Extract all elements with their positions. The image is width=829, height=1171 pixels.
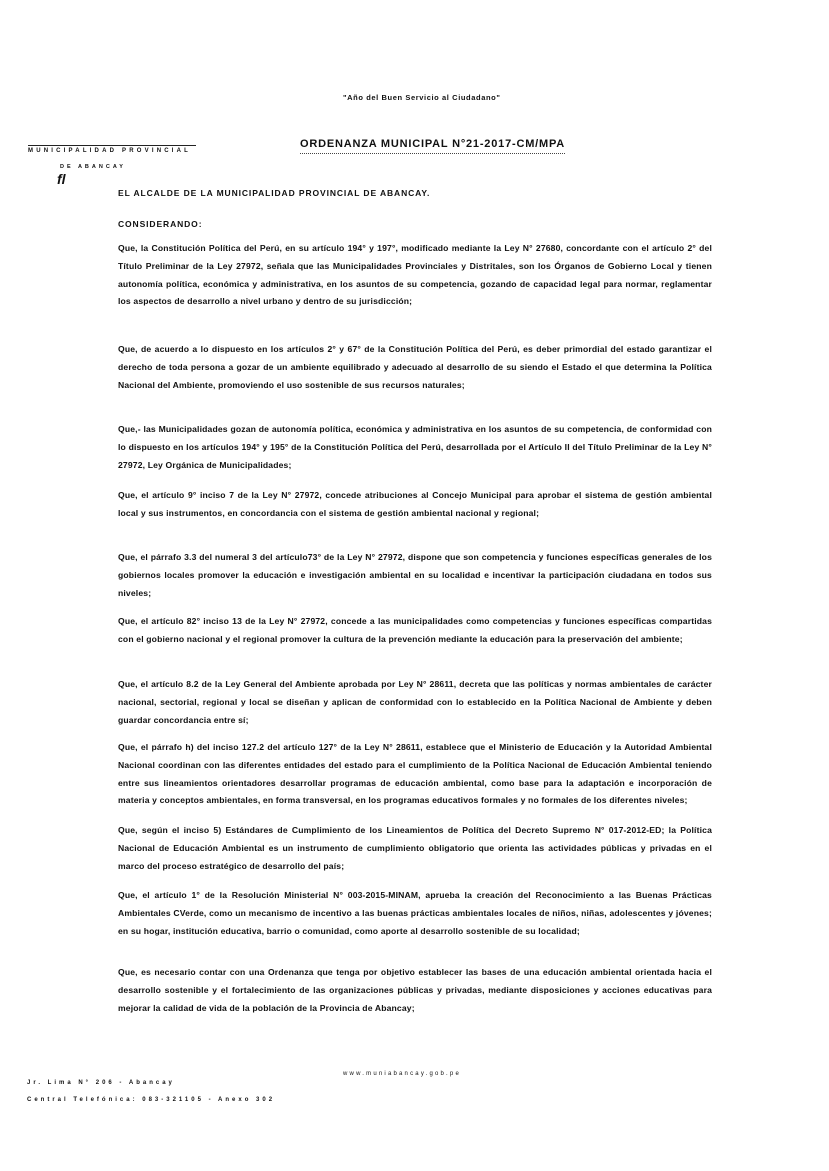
paragraph: Que, el párrafo 3.3 del numeral 3 del artículo73° de la Ley N° 27972, dispone que son competencia y funciones específicas generales de los gobiernos locales promover la educación e investigación ambiental en su localidad e incentivar la participación ciudadana en todos sus niveles; bbox=[118, 552, 712, 598]
paragraph: Que, de acuerdo a lo dispuesto en los artículos 2° y 67° de la Constitución Política del Perú, es deber primordial del estado garantizar el derecho de toda persona a gozar de un ambiente equilibrado y adecuado al desarrollo de su siendo el Estado el que determina la Política Nacional del Ambiente, promoviendo el uso sostenible de sus recursos naturales; bbox=[118, 344, 712, 390]
logo-mark-icon: fl bbox=[57, 171, 66, 187]
footer-phone: Central Telefónica: 083-321105 - Anexo 302 bbox=[27, 1097, 276, 1103]
paragraph: Que, según el inciso 5) Estándares de Cumplimiento de los Lineamientos de Política del Decreto Supremo N° 017-2012-ED; la Política Nacional de Educación Ambiental es un instrumento de cumplimiento obligatorio que orienta las actividades públicas y privadas en el marco del proceso estratégico de desarrollo del país; bbox=[118, 825, 712, 871]
paragraph: Que, el artículo 8.2 de la Ley General del Ambiente aprobada por Ley N° 28611, decreta que las políticas y normas ambientales de carácter nacional, sectorial, regional y local se diseñan y aplican de conformidad con lo establecido en la Política Nacional de Ambiente y deben guardar concordancia entre sí; bbox=[118, 679, 712, 725]
footer-address: Jr. Lima N° 206 - Abancay bbox=[27, 1080, 175, 1086]
municipality-logo-name: MUNICIPALIDAD PROVINCIAL bbox=[28, 148, 192, 154]
paragraph: Que, el artículo 9° inciso 7 de la Ley N° 27972, concede atribuciones al Concejo Municipal para aprobar el sistema de gestión ambiental local y sus instrumentos, en concordancia con el sistema de gestión ambiental nacional y regional; bbox=[118, 490, 712, 518]
addressee: EL ALCALDE DE LA MUNICIPALIDAD PROVINCIAL DE ABANCAY. bbox=[118, 188, 431, 198]
paragraph: Que,- las Municipalidades gozan de autonomía política, económica y administrativa en los asuntos de su competencia, de conformidad con lo dispuesto en los artículos 194° y 195° de la Constitución Política del Perú, desarrollada por el Artículo II del Título Preliminar de la Ley N° 27972, Ley Orgánica de Municipalidades; bbox=[118, 424, 712, 470]
municipality-logo-sub: DE ABANCAY bbox=[60, 164, 126, 170]
paragraph: Que, el párrafo h) del inciso 127.2 del artículo 127° de la Ley N° 28611, establece que el Ministerio de Educación y la Autoridad Ambiental Nacional coordinan con las diferentes entidades del estado para el cumplimiento de la Política Nacional de Educación Ambiental teniendo entre sus lineamientos orientadores desarrollar programas de educación ambiental, como base para la adaptación e incorporación de materia y conceptos ambientales, en forma transversal, en los programas educativos formales y no formales de los diferentes niveles; bbox=[118, 742, 712, 806]
year-motto: "Año del Buen Servicio al Ciudadano" bbox=[343, 93, 501, 102]
logo-divider bbox=[28, 145, 196, 146]
paragraph: Que, es necesario contar con una Ordenanza que tenga por objetivo establecer las bases de una educación ambiental orientada hacia el desarrollo sostenible y el fortalecimiento de las organizaciones públicas y privadas, mediante disposiciones y acciones educativas para mejorar la calidad de vida de la población de la Provincia de Abancay; bbox=[118, 967, 712, 1013]
paragraph: Que, la Constitución Política del Perú, en su artículo 194° y 197°, modificado mediante la Ley N° 27680, concordante con el artículo 2° del Título Preliminar de la Ley 27972, señala que las Municipalidades Provinciales y Distritales, son los Órganos de Gobierno Local y tienen autonomía política, económica y administrativa, en los asuntos de su competencia, gozando de capacidad legal para normar, reglamentar los aspectos de desarrollo a nivel urbano y dentro de su jurisdicción; bbox=[118, 243, 712, 307]
paragraph: Que, el artículo 1° de la Resolución Ministerial N° 003-2015-MINAM, aprueba la creación del Reconocimiento a las Buenas Prácticas Ambientales CVerde, como un mecanismo de incentivo a las buenas prácticas ambientales locales de niños, niñas, adolescentes y jóvenes; en su hogar, institución educativa, barrio o comunidad, como aporte al desarrollo sostenible de su localidad; bbox=[118, 890, 712, 936]
footer-website: www.muniabancay.gob.pe bbox=[343, 1071, 461, 1077]
paragraph: Que, el artículo 82° inciso 13 de la Ley N° 27972, concede a las municipalidades como competencias y funciones específicas compartidas con el gobierno nacional y el regional promover la cultura de la prevención mediante la educación para la preservación del ambiente; bbox=[118, 616, 712, 644]
document-title: ORDENANZA MUNICIPAL N°21-2017-CM/MPA bbox=[300, 138, 565, 154]
considering-heading: CONSIDERANDO: bbox=[118, 219, 203, 229]
